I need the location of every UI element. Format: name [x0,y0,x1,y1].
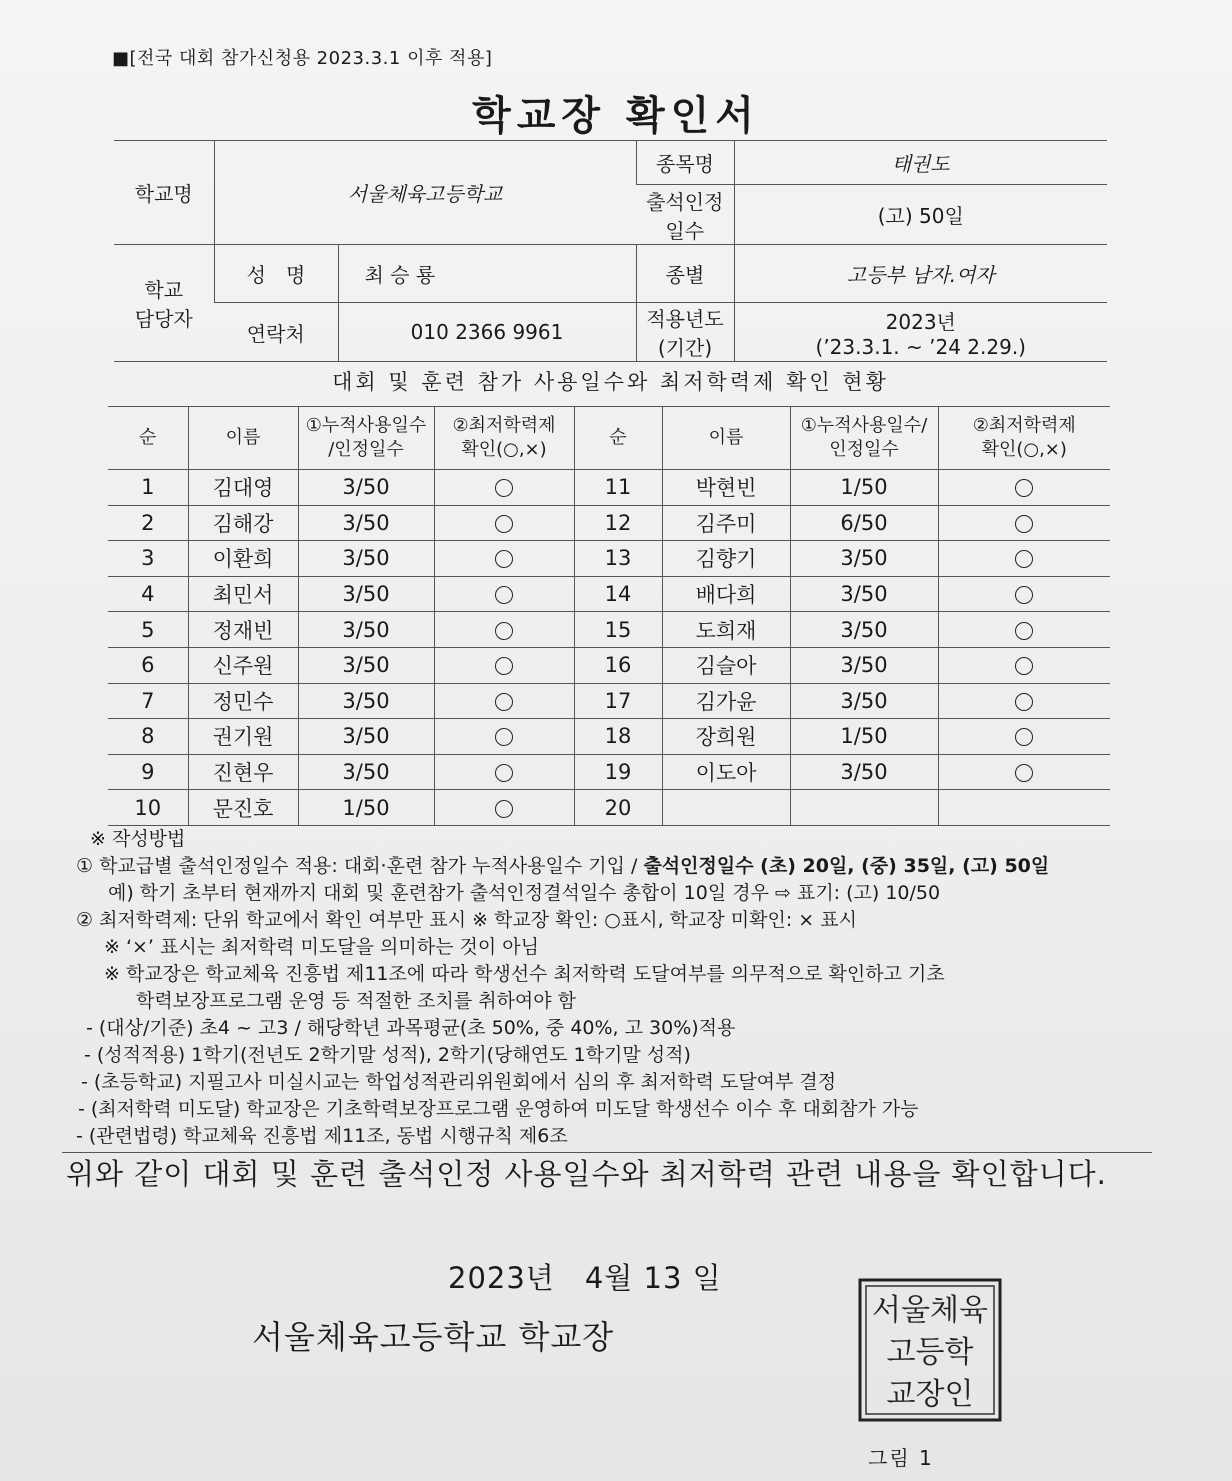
circle-mark-icon [1015,586,1033,604]
athlete-name: 진현우 [188,754,298,790]
note-4-cont: 학력보장프로그램 운영 등 적절한 조치를 취하여야 함 [136,990,577,1012]
athlete-name: 김슬아 [662,647,790,683]
contact-label: 연락처 [214,303,338,362]
detail-1: - (대상/기준) 초4 ~ 고3 / 해당학년 과목평균(초 50%, 중 40%, 고 30%)적용 [86,1017,736,1039]
row-no: 4 [108,576,188,612]
circle-mark-icon [495,800,513,818]
row-no: 2 [108,505,188,541]
check-mark [938,647,1110,683]
table-row [108,505,1110,541]
header-note: ■[전국 대회 참가신청용 2023.3.1 이후 적용] [112,48,493,69]
manager-name: 최 승 룡 [338,245,636,303]
row-no: 9 [108,754,188,790]
detail-5: - (관련법령) 학교체육 진흥법 제11조, 동법 시행규칙 제6조 [76,1125,568,1147]
table-row [108,541,1110,577]
days-used: 3/50 [790,683,938,719]
days-used: 3/50 [298,612,434,648]
school-value: 서울체육고등학교 [214,141,636,245]
detail-3: - (초등학교) 지필고사 미실시교는 학업성적관리위원회에서 심의 후 최저학력 도달여부 결정 [81,1071,837,1093]
athlete-name: 이도아 [662,754,790,790]
detail-4: - (최저학력 미도달) 학교장은 기초학력보장프로그램 운영하여 미도달 학생선수 이수 후 대회참가 가능 [78,1098,919,1120]
days-used: 3/50 [790,576,938,612]
row-no: 18 [574,719,662,755]
table-row [108,790,1110,826]
row-no: 11 [574,470,662,506]
signer: 서울체육고등학교 학교장 [252,1318,615,1356]
figure-caption: 그림 1 [868,1446,934,1470]
check-mark [938,470,1110,506]
days-used: 3/50 [790,754,938,790]
seal-text [856,1276,1004,1424]
circle-mark-icon [1015,764,1033,782]
check-mark [434,505,574,541]
circle-mark-icon [495,622,513,640]
days-used: 6/50 [790,505,938,541]
days-used: 3/50 [298,541,434,577]
circle-mark-icon [495,693,513,711]
days-used: 3/50 [790,647,938,683]
athlete-name: 김해강 [188,505,298,541]
row-no: 14 [574,576,662,612]
days-used: 3/50 [298,576,434,612]
row-no: 10 [108,790,188,826]
col-check: ②최저학력제 확인(○,×) [434,407,574,470]
note-3: ※ ‘×’ 표시는 최저학력 미도달을 의미하는 것이 아님 [104,936,539,958]
check-mark [938,505,1110,541]
col-no: 순 [108,407,188,470]
check-mark [434,754,574,790]
athlete-name [662,790,790,826]
row-no: 5 [108,612,188,648]
roster-header-row [108,407,1110,470]
check-mark [434,647,574,683]
row-no: 3 [108,541,188,577]
circle-mark-icon [495,657,513,675]
note-1-example: 예) 학기 초부터 현재까지 대회 및 훈련참가 출석인정결석일수 총합이 10일 경우 ⇨ 표기: (고) 10/50 [108,882,941,904]
athlete-name: 이환희 [188,541,298,577]
page-title: 학교장 확인서 [472,93,760,139]
athlete-name: 김향기 [662,541,790,577]
col-name-right: 이름 [662,407,790,470]
circle-mark-icon [1015,728,1033,746]
name-label: 성 명 [214,245,338,303]
days-used: 3/50 [790,612,938,648]
row-no: 12 [574,505,662,541]
table-row [108,612,1110,648]
roster-table [108,406,1110,826]
days-used: 3/50 [298,470,434,506]
row-no: 7 [108,683,188,719]
days-used: 3/50 [298,505,434,541]
row-no: 1 [108,470,188,506]
circle-mark-icon [1015,622,1033,640]
sport-label: 종목명 [636,141,734,185]
row-no: 8 [108,719,188,755]
row-no: 16 [574,647,662,683]
athlete-name: 권기원 [188,719,298,755]
table-row [108,470,1110,506]
row-no: 20 [574,790,662,826]
check-mark [938,754,1110,790]
check-mark [434,576,574,612]
check-mark [938,612,1110,648]
athlete-name: 최민서 [188,576,298,612]
check-mark [434,541,574,577]
circle-mark-icon [1015,693,1033,711]
athlete-name: 장희원 [662,719,790,755]
check-mark [938,576,1110,612]
days-used: 3/50 [298,647,434,683]
circle-mark-icon [495,586,513,604]
contact-value: 010 2366 9961 [338,303,636,362]
circle-mark-icon [1015,657,1033,675]
sport-value: 태권도 [734,141,1107,185]
confirmation-text: 위와 같이 대회 및 훈련 출석인정 사용일수와 최저학력 관련 내용을 확인합니다. [66,1157,1107,1191]
check-mark [434,470,574,506]
svg-text:고등학: 고등학 [886,1335,974,1370]
row-no: 13 [574,541,662,577]
athlete-name: 배다희 [662,576,790,612]
days-used: 1/50 [790,470,938,506]
check-mark [938,683,1110,719]
circle-mark-icon [495,728,513,746]
check-mark [434,612,574,648]
col-days: ①누적사용일수 /인정일수 [298,407,434,470]
check-mark [938,790,1110,826]
notes-heading: ※ 작성방법 [90,828,186,850]
circle-mark-icon [1015,550,1033,568]
athlete-name: 정재빈 [188,612,298,648]
row-no: 15 [574,612,662,648]
category-label: 종별 [636,245,734,303]
athlete-name: 김가윤 [662,683,790,719]
days-used: 3/50 [298,719,434,755]
check-mark [938,541,1110,577]
circle-mark-icon [1015,479,1033,497]
circle-mark-icon [495,764,513,782]
attend-label: 출석인정 일수 [636,185,734,245]
days-used [790,790,938,826]
check-mark [434,683,574,719]
table-row [108,576,1110,612]
circle-mark-icon [495,550,513,568]
row-no: 19 [574,754,662,790]
days-used: 3/50 [790,541,938,577]
athlete-name: 김대영 [188,470,298,506]
days-used: 1/50 [790,719,938,755]
row-no: 6 [108,647,188,683]
info-table [114,140,1107,362]
note-4: ※ 학교장은 학교체육 진흥법 제11조에 따라 학생선수 최저학력 도달여부를 의무적으로 확인하고 기초 [104,963,945,985]
note-1: ① 학교급별 출석인정일수 적용: 대회·훈련 참가 누적사용일수 기입 / 출석인정일수 (초) 20일, (중) 35일, (고) 50일 [76,855,1050,877]
table-row [108,647,1110,683]
table-row [108,683,1110,719]
svg-text:교장인: 교장인 [886,1377,974,1412]
detail-2: - (성적적용) 1학기(전년도 2학기말 성적), 2학기(당해연도 1학기말 성적) [84,1044,691,1066]
athlete-name: 문진호 [188,790,298,826]
check-mark [434,790,574,826]
circle-mark-icon [495,515,513,533]
manager-label: 학교 담당자 [114,245,214,362]
col-name: 이름 [188,407,298,470]
official-seal [856,1276,1004,1424]
col-check-right: ②최저학력제 확인(○,×) [938,407,1110,470]
school-label: 학교명 [114,141,214,245]
check-mark [434,719,574,755]
col-days-right: ①누적사용일수/ 인정일수 [790,407,938,470]
athlete-name: 박현빈 [662,470,790,506]
issue-date: 2023년 4월 13 일 [448,1261,722,1295]
instructions [76,826,1156,1150]
note-2: ② 최저학력제: 단위 학교에서 확인 여부만 표시 ※ 학교장 확인: ○표시, 학교장 미확인: × 표시 [76,909,857,931]
row-no: 17 [574,683,662,719]
year-value: 2023년 (’23.3.1. ~ ’24 2.29.) [734,303,1107,362]
attend-value: (고) 50일 [734,185,1107,245]
section-title: 대회 및 훈련 참가 사용일수와 최저학력제 확인 현황 [332,370,889,394]
athlete-name: 신주원 [188,647,298,683]
days-used: 3/50 [298,754,434,790]
table-row [108,719,1110,755]
circle-mark-icon [1015,515,1033,533]
circle-mark-icon [495,479,513,497]
athlete-name: 김주미 [662,505,790,541]
svg-text:서울체육: 서울체육 [872,1293,988,1328]
category-value: 고등부 남자.여자 [734,245,1107,303]
athlete-name: 정민수 [188,683,298,719]
year-label: 적용년도 (기간) [636,303,734,362]
table-row [108,754,1110,790]
col-no-right: 순 [574,407,662,470]
days-used: 3/50 [298,683,434,719]
athlete-name: 도희재 [662,612,790,648]
check-mark [938,719,1110,755]
days-used: 1/50 [298,790,434,826]
